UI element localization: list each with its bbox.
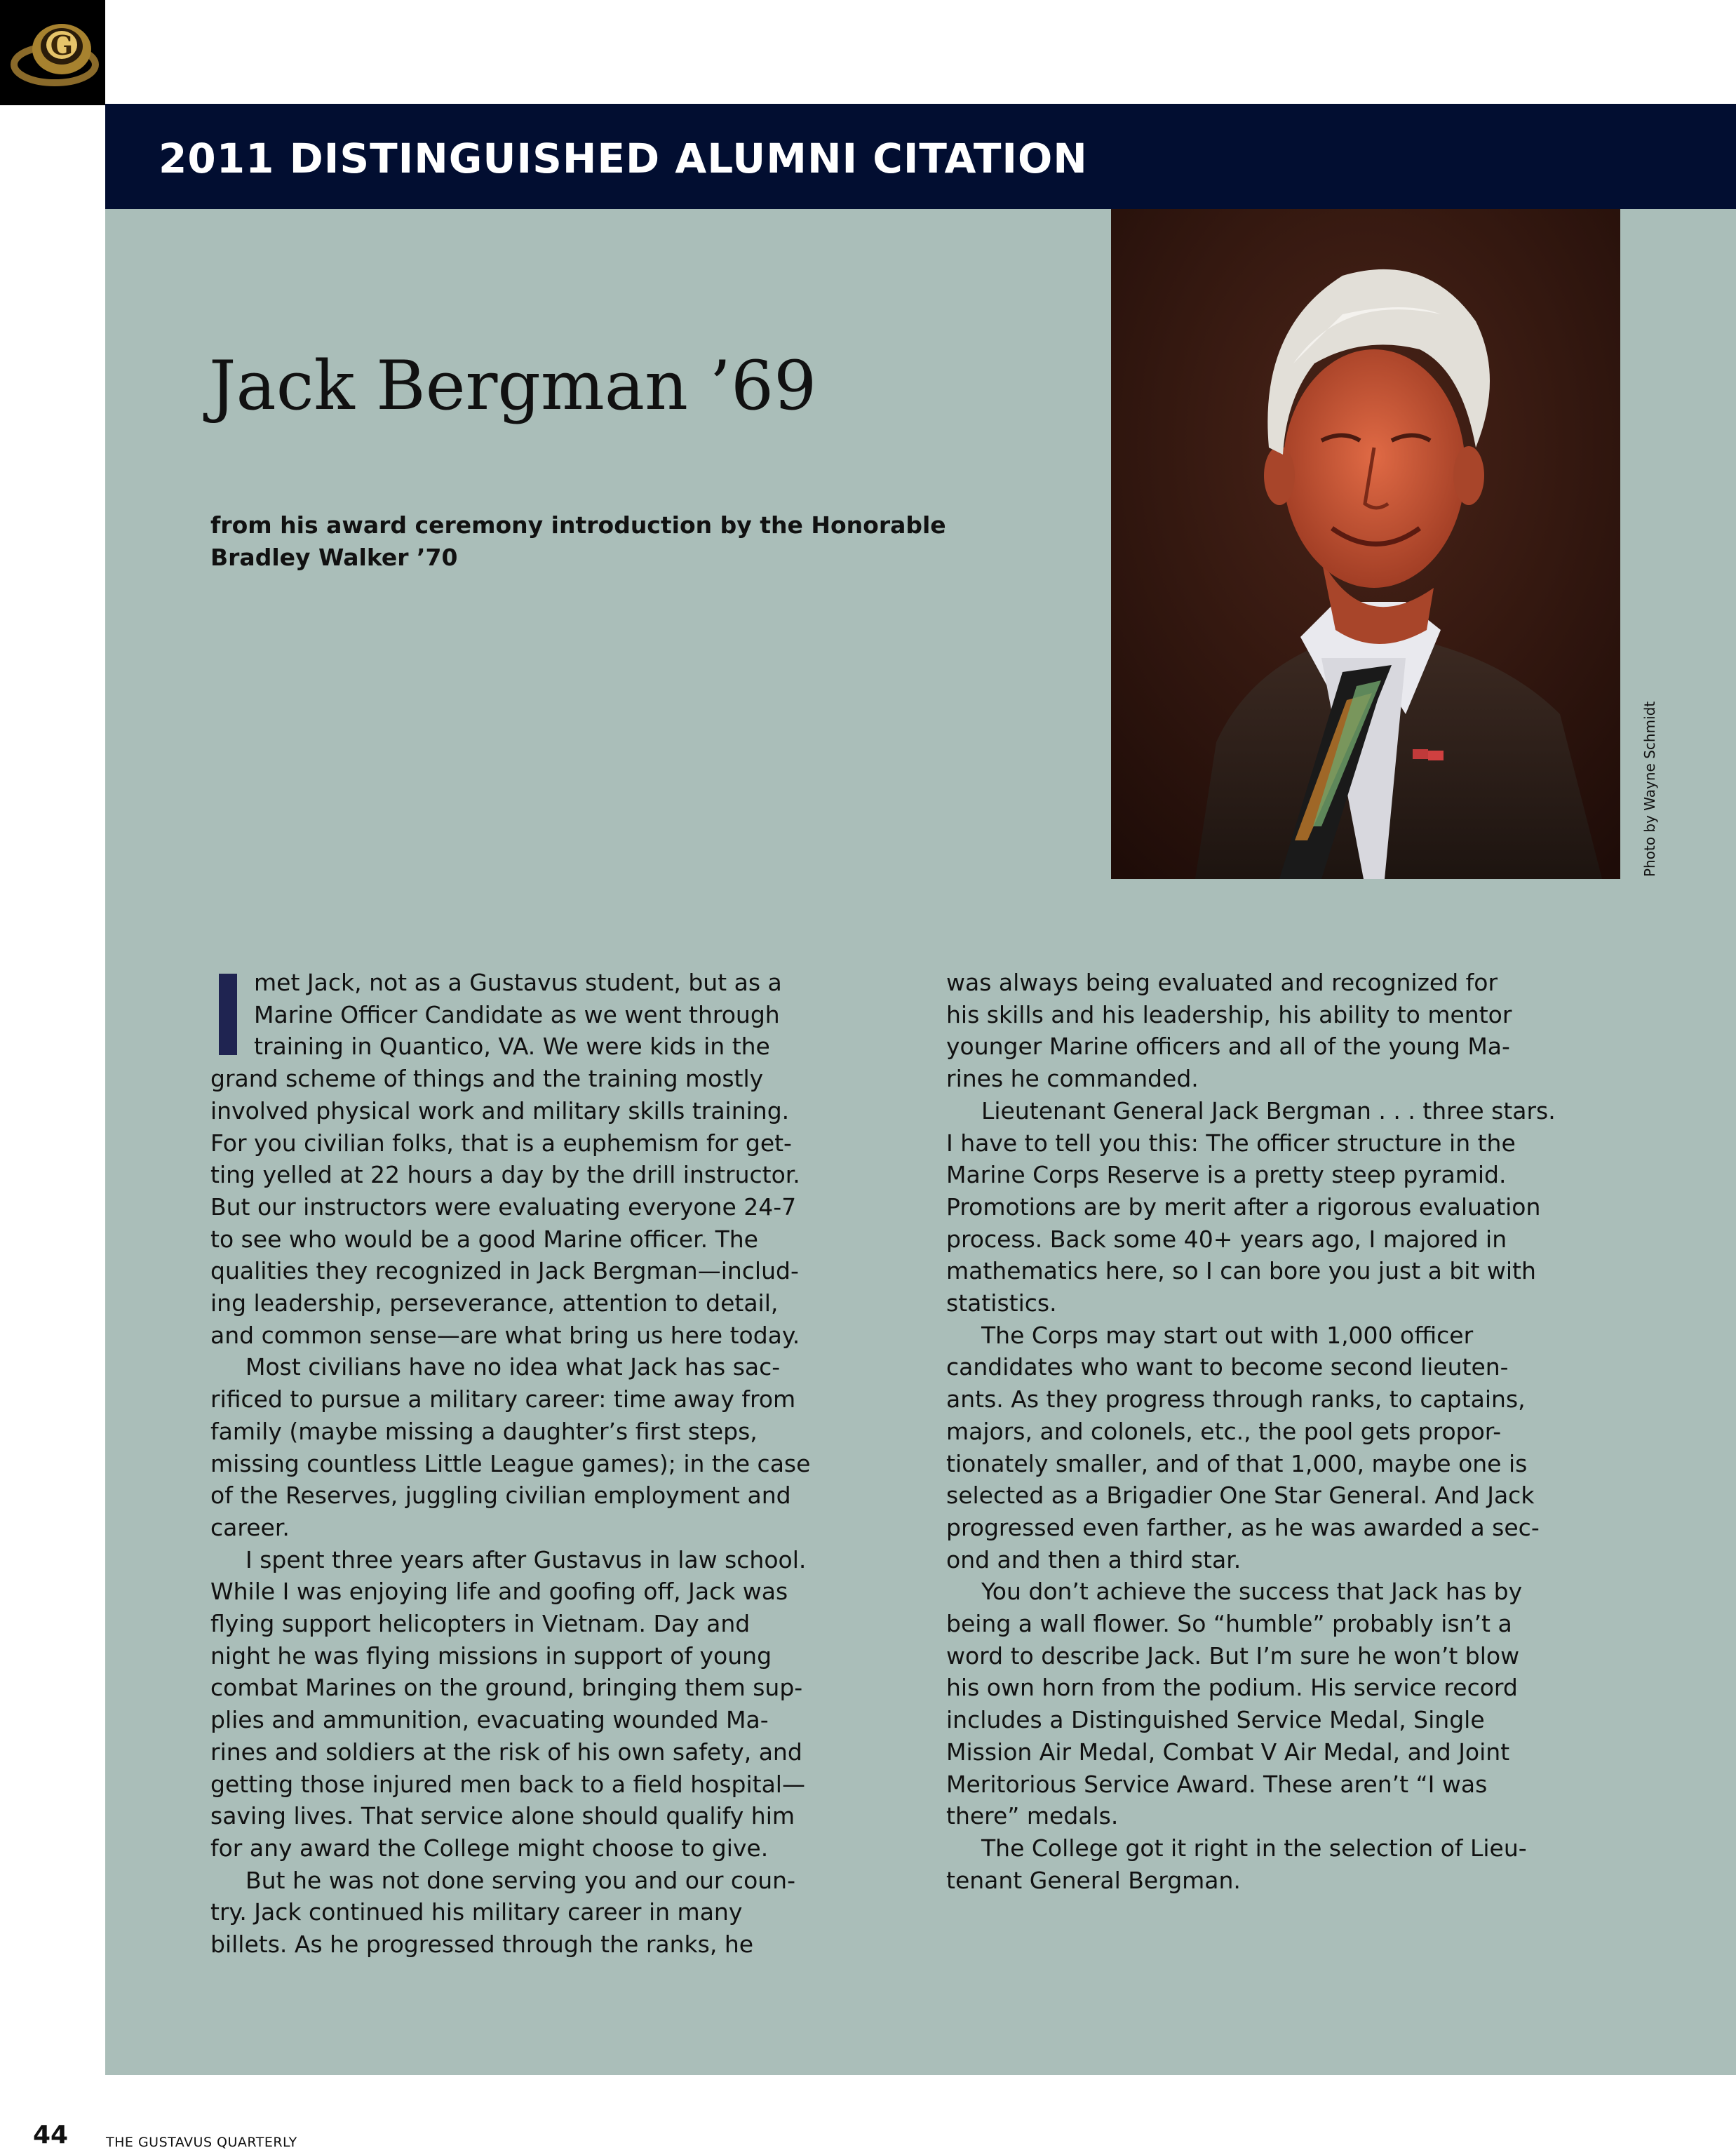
body-line: While I was enjoying life and goofing off, Jack was [210, 1578, 788, 1606]
body-line: flying support helicopters in Vietnam. Day and [210, 1610, 751, 1638]
body-line: ting yelled at 22 hours a day by the drill instructor. [210, 1161, 800, 1189]
body-line: tenant General Bergman. [946, 1866, 1241, 1894]
body-column-left [210, 967, 912, 1961]
body-line: The Corps may start out with 1,000 officer [981, 1321, 1474, 1349]
body-line: Meritorious Service Award. These aren’t “I was [946, 1770, 1488, 1798]
svg-text:G: G [50, 29, 74, 61]
body-line: try. Jack continued his military career in many [210, 1898, 743, 1926]
body-line: being a wall flower. So “humble” probably isn’t a [946, 1610, 1512, 1638]
body-line: rines he commanded. [946, 1065, 1199, 1093]
page-number: 44 [33, 2121, 69, 2149]
body-line: includes a Distinguished Service Medal, Single [946, 1706, 1485, 1734]
body-line: Promotions are by merit after a rigorous evaluation [946, 1193, 1541, 1221]
body-line: missing countless Little League games); in the case [210, 1449, 811, 1477]
body-line: Lieutenant General Jack Bergman . . . three stars. [981, 1096, 1556, 1125]
body-line: met Jack, not as a Gustavus student, but as a [254, 969, 782, 996]
body-line: But our instructors were evaluating everyone 24-7 [210, 1193, 797, 1221]
body-line: night he was flying missions in support of young [210, 1642, 772, 1670]
body-line: career. [210, 1513, 290, 1541]
body-line: saving lives. That service alone should qualify him [210, 1802, 795, 1830]
body-line: training in Quantico, VA. We were kids in the [254, 1033, 770, 1061]
body-line: combat Marines on the ground, bringing them sup- [210, 1674, 803, 1702]
body-line: qualities they recognized in Jack Bergman—includ- [210, 1257, 799, 1285]
body-line: word to describe Jack. But I’m sure he won’t blow [946, 1642, 1520, 1670]
body-line: billets. As he progressed through the ranks, he [210, 1931, 754, 1959]
body-line: there” medals. [946, 1802, 1119, 1830]
body-line: ants. As they progress through ranks, to captains, [946, 1385, 1526, 1414]
body-line: tionately smaller, and of that 1,000, maybe one is [946, 1449, 1528, 1477]
body-line: younger Marine officers and all of the young Ma- [946, 1033, 1510, 1061]
body-line: rines and soldiers at the risk of his own safety, and [210, 1738, 802, 1766]
header-bar [105, 104, 1736, 209]
body-line: mathematics here, so I can bore you just a bit with [946, 1257, 1536, 1285]
body-line: selected as a Brigadier One Star General. And Jack [946, 1482, 1535, 1510]
body-line: his own horn from the podium. His service record [946, 1674, 1518, 1702]
drop-cap [219, 974, 237, 1055]
body-line: ond and then a third star. [946, 1545, 1242, 1573]
body-line: his skills and his leadership, his ability to mentor [946, 1000, 1512, 1028]
body-line: Marine Corps Reserve is a pretty steep pyramid. [946, 1161, 1507, 1189]
body-line: getting those injured men back to a field hospital— [210, 1770, 805, 1798]
body-line: I have to tell you this: The officer structure in the [946, 1129, 1516, 1157]
body-line: grand scheme of things and the training mostly [210, 1065, 764, 1093]
intro-byline [210, 509, 1052, 574]
body-line: process. Back some 40+ years ago, I majored in [946, 1225, 1507, 1253]
body-line: family (maybe missing a daughter’s first steps, [210, 1417, 758, 1445]
portrait-photo [1111, 209, 1620, 879]
magazine-name: THE GUSTAVUS QUARTERLY [106, 2135, 297, 2150]
body-line: and common sense—are what bring us here today. [210, 1321, 800, 1349]
body-line: I spent three years after Gustavus in law school. [245, 1545, 807, 1573]
photo-credit: Photo by Wayne Schmidt [1641, 701, 1658, 877]
body-column-right [946, 967, 1648, 1896]
body-line: Most civilians have no idea what Jack has sac- [245, 1353, 781, 1381]
ring-logo-icon [0, 0, 105, 105]
page-title: Jack Bergman ’69 [209, 347, 817, 425]
intro-line-2: Bradley Walker ’70 [210, 544, 458, 571]
body-line: ing leadership, perseverance, attention to detail, [210, 1289, 779, 1317]
body-line: involved physical work and military skills training. [210, 1096, 790, 1125]
body-line: For you civilian folks, that is a euphemism for get- [210, 1129, 792, 1157]
body-line: progressed even farther, as he was awarded a sec- [946, 1513, 1540, 1541]
body-line: majors, and colonels, etc., the pool gets propor- [946, 1417, 1502, 1445]
body-line: statistics. [946, 1289, 1057, 1317]
body-line: The College got it right in the selection of Lieu- [981, 1834, 1527, 1862]
body-line: Marine Officer Candidate as we went through [254, 1000, 780, 1028]
section-title: 2011 DISTINGUISHED ALUMNI CITATION [159, 135, 1088, 182]
body-line: for any award the College might choose to give. [210, 1834, 769, 1862]
intro-line-1: from his award ceremony introduction by the Honorable [210, 511, 946, 539]
body-line: Mission Air Medal, Combat V Air Medal, and Joint [946, 1738, 1510, 1766]
body-line: was always being evaluated and recognized for [946, 969, 1498, 996]
body-line: rificed to pursue a military career: time away from [210, 1385, 796, 1414]
body-line: to see who would be a good Marine officer. The [210, 1225, 758, 1253]
body-line: But he was not done serving you and our coun- [245, 1866, 796, 1894]
body-line: plies and ammunition, evacuating wounded Ma- [210, 1706, 769, 1734]
body-line: candidates who want to become second lieuten- [946, 1353, 1509, 1381]
body-line: You don’t achieve the success that Jack has by [981, 1578, 1523, 1606]
body-line: of the Reserves, juggling civilian employment and [210, 1482, 791, 1510]
